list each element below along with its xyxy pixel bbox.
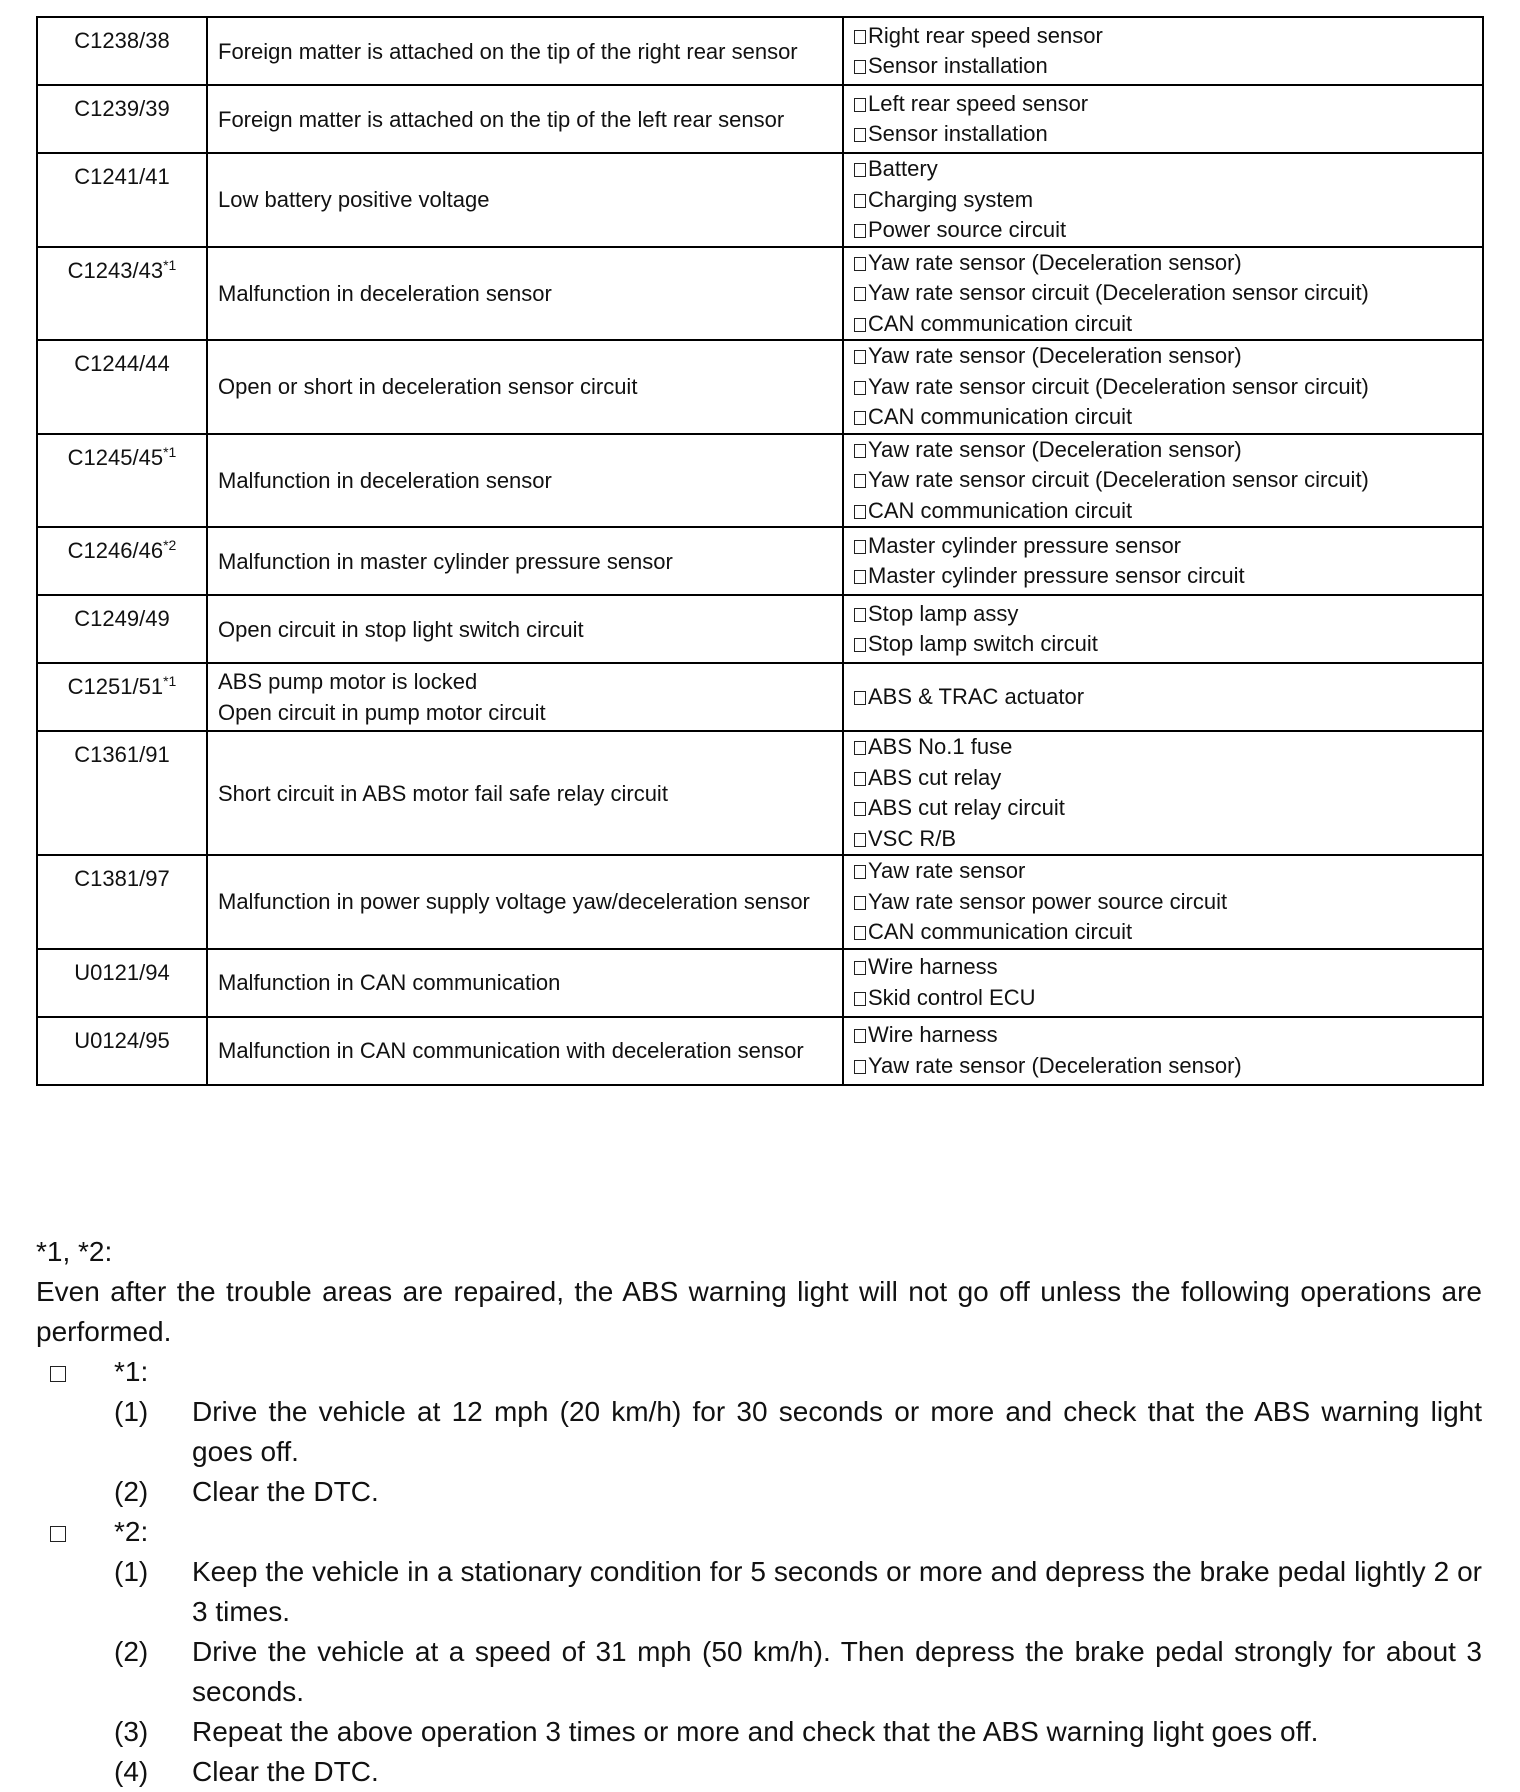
footnote-marker: *1	[163, 673, 177, 689]
step-number: (1)	[114, 1556, 149, 1587]
trouble-area-item	[854, 1020, 1482, 1051]
checkbox-square-icon	[854, 30, 866, 44]
notes-groups	[36, 1352, 1482, 1792]
dtc-table	[36, 16, 1484, 1086]
trouble-area-text: Stop lamp assy	[868, 600, 1019, 626]
detection-item-text: Malfunction in CAN communication	[218, 970, 561, 995]
trouble-area-cell	[843, 340, 1483, 434]
trouble-area-text: Battery	[868, 156, 938, 181]
dtc-code: C1249/49	[74, 606, 170, 631]
detection-item-cell	[207, 1017, 843, 1085]
checkbox-square-icon	[854, 60, 866, 74]
detection-item-text: Malfunction in deceleration sensor	[218, 280, 552, 306]
trouble-area-cell	[843, 949, 1483, 1017]
checkbox-square-icon	[854, 318, 866, 332]
table-row	[37, 1017, 1483, 1085]
dtc-code: U0124/95	[74, 1027, 170, 1053]
trouble-area-item	[854, 629, 1482, 660]
detection-item-cell	[207, 434, 843, 528]
detection-item-text: Open circuit in stop light switch circuit	[218, 616, 584, 642]
trouble-area-text: Yaw rate sensor (Deceleration sensor)	[868, 1052, 1242, 1078]
trouble-area-item	[854, 278, 1482, 309]
trouble-area-text: Wire harness	[868, 1022, 998, 1047]
footnote-marker: *1	[163, 256, 177, 273]
trouble-area-text: Skid control ECU	[868, 984, 1036, 1010]
trouble-area-text: Yaw rate sensor (Deceleration sensor)	[868, 436, 1242, 462]
step-number: (2)	[114, 1636, 149, 1667]
detection-item-text: Short circuit in ABS motor fail safe relay circuit	[218, 780, 668, 806]
trouble-area-text: CAN communication circuit	[868, 919, 1133, 944]
trouble-area-item	[854, 372, 1482, 403]
footnote-marker: *1	[163, 443, 177, 460]
trouble-area-item	[854, 1051, 1482, 1082]
dtc-code: C1244/44	[74, 351, 170, 376]
checkbox-square-icon	[854, 570, 866, 584]
detection-item-cell	[207, 340, 843, 434]
trouble-area-text: Sensor installation	[868, 53, 1048, 78]
table-row	[37, 663, 1483, 731]
trouble-area-item	[854, 402, 1482, 433]
detection-item-text: Foreign matter is attached on the tip of the left rear sensor	[218, 106, 785, 132]
table-row	[37, 949, 1483, 1017]
trouble-area-item	[854, 496, 1482, 527]
trouble-area-cell	[843, 17, 1483, 85]
detection-item-text: Open or short in deceleration sensor circuit	[218, 374, 638, 400]
trouble-area-item	[854, 531, 1482, 562]
detection-item-cell	[207, 527, 843, 595]
note-group-label: *2:	[114, 1516, 149, 1547]
trouble-area-item	[854, 248, 1482, 279]
trouble-area-text: Left rear speed sensor	[868, 90, 1089, 116]
trouble-area-item	[854, 51, 1482, 82]
checkbox-square-icon	[854, 926, 866, 940]
trouble-area-cell	[843, 1017, 1483, 1085]
trouble-area-text: Master cylinder pressure sensor	[868, 532, 1182, 558]
trouble-area-cell	[843, 855, 1483, 949]
trouble-area-text: Yaw rate sensor	[868, 858, 1026, 883]
detection-item-text: Malfunction in power supply voltage yaw/deceleration sensor	[218, 889, 810, 915]
trouble-area-text: Yaw rate sensor circuit (Deceleration sensor circuit)	[868, 467, 1369, 492]
dtc-code-cell	[37, 247, 207, 341]
trouble-area-text: CAN communication circuit	[868, 404, 1133, 429]
checkbox-square-icon	[854, 540, 866, 554]
table-row	[37, 731, 1483, 855]
dtc-code: C1381/97	[74, 866, 170, 891]
trouble-area-item	[854, 341, 1482, 372]
step-text: Clear the DTC.	[192, 1756, 379, 1787]
trouble-area-item	[854, 435, 1482, 466]
detection-item-text: Foreign matter is attached on the tip of the right rear sensor	[218, 38, 798, 64]
trouble-area-text: Yaw rate sensor power source circuit	[868, 888, 1228, 914]
checkbox-square-icon	[854, 1060, 866, 1074]
trouble-area-item	[854, 21, 1482, 52]
trouble-area-item	[854, 983, 1482, 1014]
checkbox-square-icon	[854, 608, 866, 622]
table-row	[37, 340, 1483, 434]
table-row	[37, 17, 1483, 85]
detection-item-cell	[207, 85, 843, 153]
checkbox-square-icon	[854, 350, 866, 364]
trouble-area-text: Yaw rate sensor (Deceleration sensor)	[868, 343, 1242, 368]
checkbox-square-icon	[854, 992, 866, 1006]
trouble-area-item	[854, 599, 1482, 630]
dtc-code-cell	[37, 663, 207, 731]
detection-item-cell	[207, 663, 843, 731]
checkbox-square-icon	[854, 257, 866, 271]
dtc-code-cell	[37, 17, 207, 85]
trouble-area-item	[854, 185, 1482, 216]
trouble-area-item	[854, 465, 1482, 496]
checkbox-square-icon	[854, 1029, 866, 1043]
table-row	[37, 434, 1483, 528]
step-number: (2)	[114, 1476, 149, 1507]
detection-item-cell	[207, 247, 843, 341]
step-number: (3)	[114, 1716, 149, 1747]
dtc-code: C1238/38	[74, 28, 170, 53]
detection-item-text: Low battery positive voltage	[218, 187, 490, 213]
checkbox-square-icon	[854, 163, 866, 177]
checkbox-square-icon	[854, 474, 866, 488]
step-number: (1)	[114, 1396, 149, 1427]
dtc-code-cell	[37, 434, 207, 528]
detection-item-text: Malfunction in deceleration sensor	[218, 467, 552, 493]
checkbox-square-icon	[854, 865, 866, 879]
trouble-area-cell	[843, 527, 1483, 595]
checkbox-square-icon	[854, 505, 866, 519]
trouble-area-text: CAN communication circuit	[868, 497, 1133, 523]
procedure-step	[36, 1472, 1482, 1512]
bullet-square-icon	[50, 1526, 66, 1542]
trouble-area-cell	[843, 595, 1483, 663]
detection-item-text: ABS pump motor is locked	[218, 669, 478, 694]
checkbox-square-icon	[854, 194, 866, 208]
checkbox-square-icon	[854, 833, 866, 847]
trouble-area-cell	[843, 153, 1483, 247]
detection-item-text: Malfunction in master cylinder pressure sensor	[218, 548, 673, 574]
trouble-area-cell	[843, 663, 1483, 731]
notes-heading: *1, *2:	[36, 1236, 113, 1267]
detection-item-cell	[207, 17, 843, 85]
table-row	[37, 247, 1483, 341]
checkbox-square-icon	[854, 741, 866, 755]
step-text: Keep the vehicle in a stationary condition for 5 seconds or more and depress the brake pedal lightly 2 or 3 times.	[192, 1556, 1482, 1627]
table-row	[37, 855, 1483, 949]
note-group-header	[36, 1512, 1482, 1552]
trouble-area-cell	[843, 731, 1483, 855]
detection-item-cell	[207, 153, 843, 247]
trouble-area-item	[854, 856, 1482, 887]
bullet-square-icon	[50, 1366, 66, 1382]
trouble-area-text: Master cylinder pressure sensor circuit	[868, 563, 1245, 588]
trouble-area-item	[854, 89, 1482, 120]
dtc-code-cell	[37, 595, 207, 663]
dtc-code-cell	[37, 85, 207, 153]
step-number: (4)	[114, 1756, 149, 1787]
trouble-area-item	[854, 793, 1482, 824]
dtc-table-body	[37, 17, 1483, 1085]
dtc-code: U0121/94	[74, 959, 170, 985]
detection-item-cell	[207, 855, 843, 949]
step-text: Clear the DTC.	[192, 1476, 379, 1507]
table-row	[37, 153, 1483, 247]
dtc-code: C1251/51	[67, 674, 164, 699]
checkbox-square-icon	[854, 772, 866, 786]
trouble-area-item	[854, 917, 1482, 948]
note-group-header	[36, 1352, 1482, 1392]
checkbox-square-icon	[854, 638, 866, 652]
trouble-area-cell	[843, 247, 1483, 341]
trouble-area-item	[854, 732, 1482, 763]
step-text: Drive the vehicle at 12 mph (20 km/h) for 30 seconds or more and check that the ABS warning light goes off.	[192, 1396, 1482, 1467]
note-group-label: *1:	[114, 1356, 149, 1387]
trouble-area-item	[854, 682, 1482, 713]
procedure-step	[36, 1752, 1482, 1792]
trouble-area-text: Power source circuit	[868, 217, 1067, 242]
trouble-area-text: ABS cut relay circuit	[868, 795, 1065, 820]
step-text: Repeat the above operation 3 times or more and check that the ABS warning light goes off.	[192, 1716, 1319, 1747]
dtc-code: C1241/41	[74, 164, 170, 189]
table-row	[37, 595, 1483, 663]
checkbox-square-icon	[854, 381, 866, 395]
trouble-area-item	[854, 215, 1482, 246]
dtc-code-cell	[37, 153, 207, 247]
trouble-area-item	[854, 887, 1482, 918]
notes-section	[36, 1232, 1482, 1792]
trouble-area-text: ABS No.1 fuse	[868, 734, 1013, 759]
trouble-area-text: Sensor installation	[868, 121, 1048, 146]
trouble-area-item	[854, 309, 1482, 340]
dtc-code-cell	[37, 855, 207, 949]
procedure-step	[36, 1712, 1482, 1752]
checkbox-square-icon	[854, 961, 866, 975]
dtc-code: C1246/46	[67, 538, 164, 563]
checkbox-square-icon	[854, 444, 866, 458]
trouble-area-text: ABS & TRAC actuator	[868, 683, 1085, 709]
dtc-code-cell	[37, 340, 207, 434]
step-text: Drive the vehicle at a speed of 31 mph (50 km/h). Then depress the brake pedal strongly for about 3 seconds.	[192, 1636, 1482, 1707]
checkbox-square-icon	[854, 128, 866, 142]
trouble-area-item	[854, 824, 1482, 855]
dtc-code: C1243/43	[67, 257, 164, 283]
dtc-code: C1239/39	[74, 96, 170, 121]
trouble-area-text: Yaw rate sensor circuit (Deceleration sensor circuit)	[868, 280, 1369, 305]
trouble-area-text: Wire harness	[868, 954, 998, 979]
detection-item-text: Malfunction in CAN communication with deceleration sensor	[218, 1038, 804, 1063]
checkbox-square-icon	[854, 802, 866, 816]
detection-item-cell	[207, 949, 843, 1017]
checkbox-square-icon	[854, 98, 866, 112]
trouble-area-item	[854, 561, 1482, 592]
trouble-area-item	[854, 119, 1482, 150]
trouble-area-text: ABS cut relay	[868, 764, 1002, 790]
detection-item-cell	[207, 595, 843, 663]
procedure-step	[36, 1632, 1482, 1712]
trouble-area-cell	[843, 434, 1483, 528]
table-row	[37, 527, 1483, 595]
checkbox-square-icon	[854, 691, 866, 705]
trouble-area-item	[854, 763, 1482, 794]
trouble-area-text: Charging system	[868, 186, 1034, 212]
checkbox-square-icon	[854, 896, 866, 910]
trouble-area-text: Right rear speed sensor	[868, 22, 1103, 48]
trouble-area-text: Yaw rate sensor (Deceleration sensor)	[868, 249, 1242, 275]
dtc-code-cell	[37, 949, 207, 1017]
checkbox-square-icon	[854, 287, 866, 301]
trouble-area-item	[854, 952, 1482, 983]
checkbox-square-icon	[854, 224, 866, 238]
trouble-area-text: Yaw rate sensor circuit (Deceleration sensor circuit)	[868, 373, 1369, 399]
trouble-area-text: CAN communication circuit	[868, 310, 1133, 336]
trouble-area-text: VSC R/B	[868, 825, 957, 851]
procedure-step	[36, 1552, 1482, 1632]
dtc-code: C1361/91	[74, 742, 170, 767]
trouble-area-text: Stop lamp switch circuit	[868, 631, 1098, 656]
table-row	[37, 85, 1483, 153]
dtc-code-cell	[37, 1017, 207, 1085]
dtc-code: C1245/45	[67, 444, 164, 470]
dtc-code-cell	[37, 527, 207, 595]
trouble-area-item	[854, 154, 1482, 185]
dtc-code-cell	[37, 731, 207, 855]
detection-item-text: Open circuit in pump motor circuit	[218, 700, 546, 725]
procedure-step	[36, 1392, 1482, 1472]
checkbox-square-icon	[854, 411, 866, 425]
footnote-marker: *2	[163, 537, 177, 553]
detection-item-cell	[207, 731, 843, 855]
trouble-area-cell	[843, 85, 1483, 153]
notes-intro: Even after the trouble areas are repaired, the ABS warning light will not go off unless the following operations are performed.	[36, 1276, 1482, 1347]
